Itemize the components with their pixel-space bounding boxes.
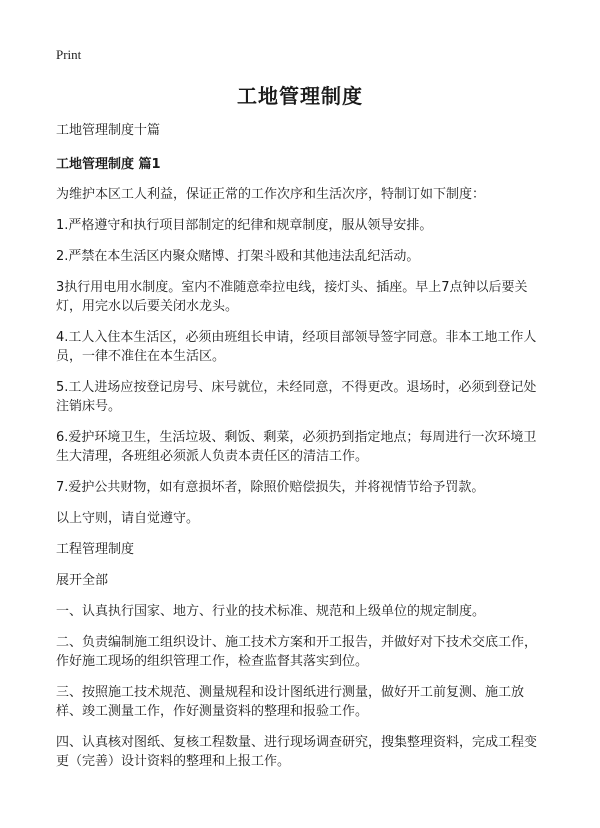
paragraph-eng-4: 四、认真核对图纸、复核工程数量、进行现场调查研究，搜集整理资料，完成工程变更（完善）设计资料的整理和上报工作。 [56, 735, 538, 769]
paragraph-rule-4: 4.工人入住本生活区，必须由班组长申请，经项目部领导签字同意。非本工地工作人员，一律不准住在本生活区。 [56, 330, 537, 364]
document-body [56, 121, 548, 783]
paragraph-eng-3: 三、按照施工技术规范、测量规程和设计图纸进行测量，做好开工前复测、施工放样、竣工测量工作，作好测量资料的整理和报验工作。 [56, 685, 525, 719]
expand-all-link[interactable]: 展开全部 [56, 573, 109, 588]
document-subtitle: 工地管理制度十篇 [56, 123, 161, 138]
paragraph-rule-7: 7.爱护公共财物，如有意损坏者，除照价赔偿损失，并将视情节给予罚款。 [56, 480, 485, 495]
paragraph-rule-6: 6.爱护环境卫生，生活垃圾、剩饭、剩菜，必须扔到指定地点；每周进行一次环境卫生大清理，各班组必须派人负责本责任区的清洁工作。 [56, 430, 537, 464]
paragraph-rule-5: 5.工人进场应按登记房号、床号就位，未经同意，不得更改。退场时，必须到登记处注销床号。 [56, 380, 537, 414]
section-title-engineering: 工程管理制度 [56, 542, 135, 557]
section-heading: 工地管理制度 篇1 [56, 157, 161, 172]
print-link[interactable]: Print [56, 47, 82, 62]
paragraph-intro: 为维护本区工人利益，保证正常的工作次序和生活次序，特制订如下制度： [56, 187, 486, 202]
paragraph-rule-2: 2.严禁在本生活区内聚众赌博、打架斗殴和其他违法乱纪活动。 [56, 249, 420, 264]
page-title: 工地管理制度 [237, 84, 363, 108]
paragraph-closing: 以上守则，请自觉遵守。 [56, 511, 200, 526]
paragraph-rule-1: 1.严格遵守和执行项目部制定的纪律和规章制度，服从领导安排。 [56, 218, 433, 233]
paragraph-rule-3: 3执行用电用水制度。室内不准随意牵拉电线，接灯头、插座。早上7点钟以后要关灯，用完水以后要关闭水龙头。 [56, 280, 528, 314]
paragraph-eng-1: 一、认真执行国家、地方、行业的技术标准、规范和上级单位的规定制度。 [56, 604, 486, 619]
paragraph-eng-2: 二、负责编制施工组织设计、施工技术方案和开工报告，并做好对下技术交底工作，作好施工现场的组织管理工作，检查监督其落实到位。 [56, 635, 538, 669]
